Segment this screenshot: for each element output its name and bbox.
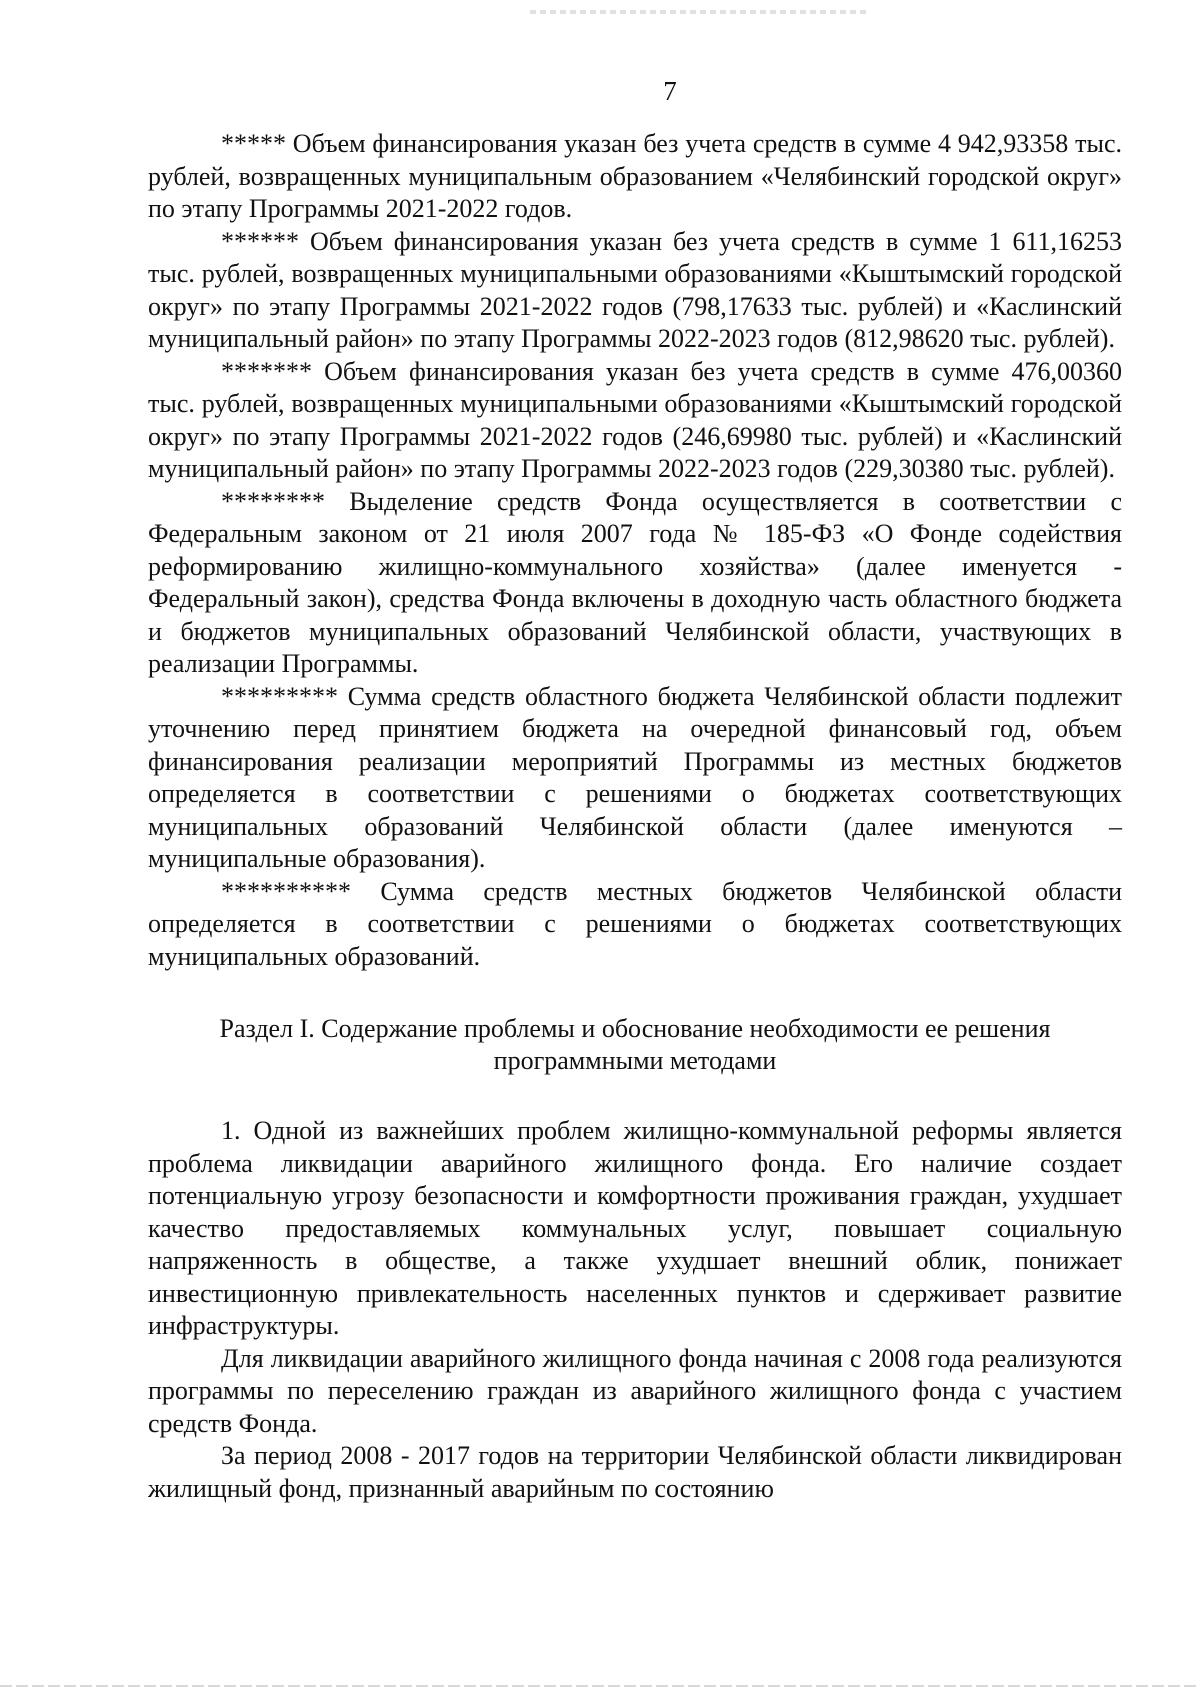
footnote-9: ********* Сумма средств областного бюджета Челябинской области подлежит уточнению перед принятием бюджета на очередной финансовый год, объем финансирования реализации мероприятий Программы из местных бюджетов определяется в соответствии с решениями о бюджетах соответствующих муниципальных образований Челябинской области (далее именуются – муниципальные образования). xyxy=(148,681,1122,873)
footnote-6: ****** Объем финансирования указан без учета средств в сумме 1 611,16253 тыс. рублей, возвращенных муниципальными образованиями «Кыштымский городской округ» по этапу Программы 2021-2022 годов (798,17633 тыс. рублей) и «Каслинский муниципальный район» по этапу Программы 2022-2023 годов (812,98620 тыс. рублей). xyxy=(148,226,1122,353)
footnote-7: ******* Объем финансирования указан без учета средств в сумме 476,00360 тыс. рублей, возвращенных муниципальными образованиями «Кыштымский городской округ» по этапу Программы 2021-2022 годов (246,69980 тыс. рублей) и «Каслинский муниципальный район» по этапу Программы 2022-2023 годов (229,30380 тыс. рублей). xyxy=(148,356,1122,483)
footnote-5: ***** Объем финансирования указан без учета средств в сумме 4 942,93358 тыс. рублей, возвращенных муниципальным образованием «Челябинский городской округ» по этапу Программы 2021-2022 годов. xyxy=(148,129,1122,223)
page-number: 7 xyxy=(663,76,677,106)
footnote-8: ******** Выделение средств Фонда осуществляется в соответствии с Федеральным законом от 21 июля 2007 года № 185-ФЗ «О Фонде содействия реформированию жилищно-коммунального хозяйства» (далее именуется - Федеральный закон), средства Фонда включены в доходную часть областного бюджета и бюджетов муниципальных образований Челябинской области, участвующих в реализации Программы. xyxy=(148,486,1122,678)
paragraph-1: 1. Одной из важнейших проблем жилищно-коммунальной реформы является проблема ликвидации аварийного жилищного фонда. Его наличие создает потенциальную угрозу безопасности и комфортности проживания граждан, ухудшает качество предоставляемых коммунальных услуг, повышает социальную напряженность в обществе, а также ухудшает внешний облик, понижает инвестиционную привлекательность населенных пунктов и сдерживает развитие инфраструктуры. xyxy=(148,1116,1122,1340)
paragraph-3: За период 2008 - 2017 годов на территории Челябинской области ликвидирован жилищный фонд, признанный аварийным по состоянию xyxy=(148,1441,1122,1503)
scan-artifact-top xyxy=(530,10,870,14)
paragraph-2: Для ликвидации аварийного жилищного фонда начиная с 2008 года реализуются программы по переселению граждан из аварийного жилищного фонда с участием средств Фонда. xyxy=(148,1343,1122,1438)
section-heading-line-1: Раздел I. Содержание проблемы и обоснование необходимости ее решения xyxy=(219,1014,1051,1043)
page-content xyxy=(148,128,1122,1505)
section-heading xyxy=(148,1013,1122,1077)
section-heading-line-2: программными методами xyxy=(493,1046,777,1075)
scan-artifact-bottom xyxy=(0,1685,1200,1687)
footnote-10: ********** Сумма средств местных бюджетов Челябинской области определяется в соответствии с решениями о бюджетах соответствующих муниципальных образований. xyxy=(148,876,1122,971)
